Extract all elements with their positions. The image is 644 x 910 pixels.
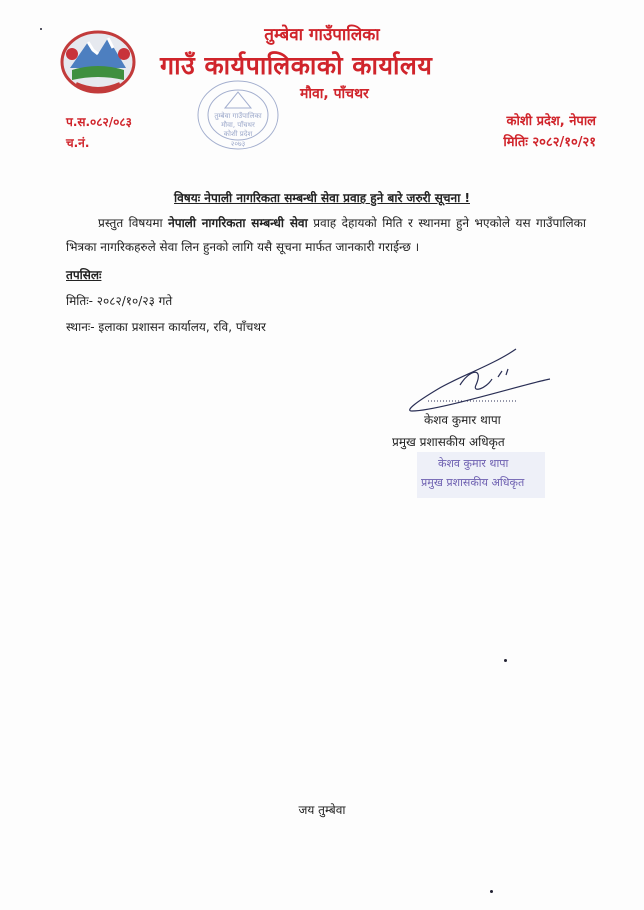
seal-text-4: २०७३	[230, 140, 246, 148]
municipality-name: तुम्बेवा गाउँपालिका	[264, 25, 380, 45]
stamp-name: केशव कुमार थापा	[438, 457, 509, 470]
details-place: स्थानः- इलाका प्रशासन कार्यालय, रवि, पाँचथर	[66, 320, 266, 334]
footer-slogan: जय तुम्बेवा	[298, 803, 346, 817]
letter-date: मितिः २०८२/१०/२१	[503, 135, 596, 150]
seal-text-3: कोशी प्रदेश	[223, 130, 253, 138]
body-intro: प्रस्तुत विषयमा	[98, 216, 169, 230]
details-date: मितिः- २०८२/१०/२३ गते	[66, 294, 173, 308]
province: कोशी प्रदेश, नेपाल	[506, 114, 596, 129]
stamp-title: प्रमुख प्रशासकीय अधिकृत	[421, 476, 525, 489]
ink-speck	[490, 890, 493, 893]
notice-subject	[0, 189, 644, 206]
signatory-name: केशव कुमार थापा	[424, 413, 501, 427]
ink-speck	[40, 28, 42, 30]
office-title: गाउँ कार्यपालिकाको कार्यालय	[160, 51, 433, 80]
seal-text-2: मौवा, पाँचथर	[221, 121, 255, 129]
signatory-title: प्रमुख प्रशासकीय अधिकृत	[392, 435, 505, 449]
notice-body	[66, 211, 586, 259]
body-rest: प्रवाह देहायको मिति र स्थानमा हुने भएकोले यस गाउँपालिका भित्रका नागरिकहरुले सेवा लिन हुनको लागि यसै सूचना मार्फत जानकारी गराईन्छ ।	[66, 216, 586, 254]
dispatch-number: च.नं.	[66, 136, 90, 150]
notice-subject-text: विषयः नेपाली नागरिकता सम्बन्धी सेवा प्रवाह हुने बारे जरुरी सूचना !	[174, 191, 470, 205]
office-location: मौवा, पाँचथर	[300, 86, 369, 102]
ink-speck	[504, 659, 507, 662]
reference-number: प.स.०८२/०८३	[66, 115, 132, 129]
seal-text-1: तुम्बेवा गाउँपालिका	[214, 112, 262, 120]
office-seal	[195, 78, 281, 152]
body-bold: नेपाली नागरिकता सम्बन्धी सेवा	[168, 216, 308, 230]
details-heading: तपसिलः	[66, 268, 102, 282]
